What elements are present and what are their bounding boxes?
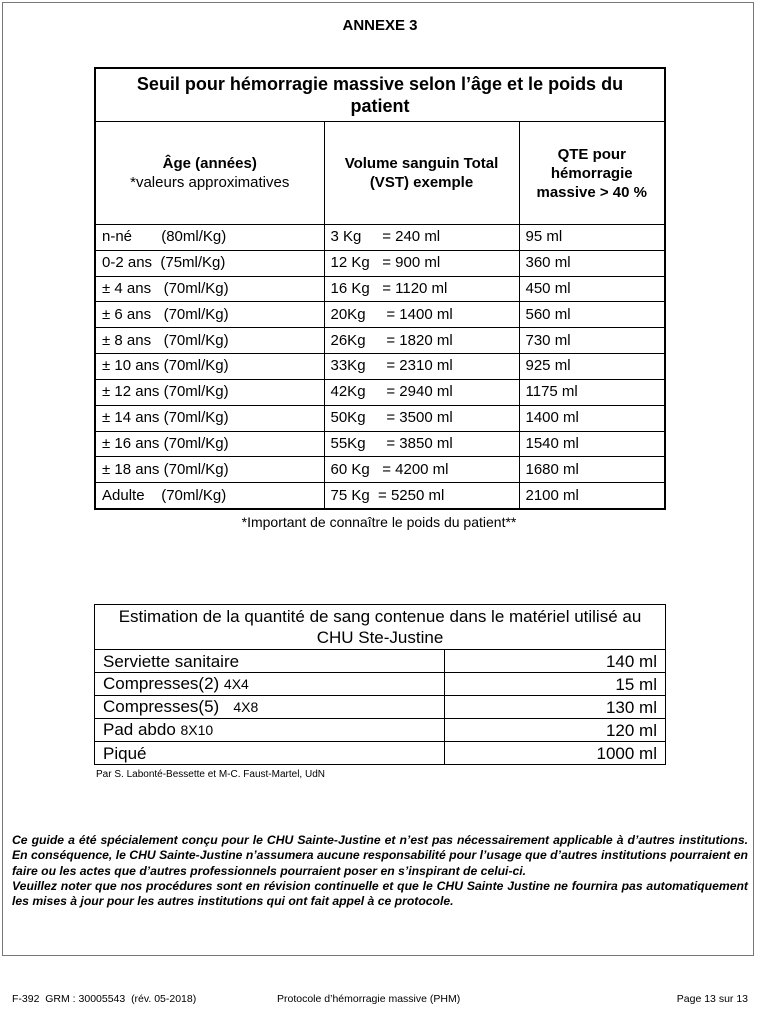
footer-page-number: Page 13 sur 13 <box>676 993 748 1005</box>
table2-caption: Estimation de la quantité de sang contenue dans le matériel utilisé au CHU Ste-Justine <box>95 605 666 650</box>
header-age <box>95 122 324 225</box>
age-cell: ± 16 ans (70ml/Kg) <box>95 431 324 457</box>
volume-cell: 55Kg = 3850 ml <box>324 431 519 457</box>
volume-cell: 20Kg = 1400 ml <box>324 302 519 328</box>
age-cell: ± 6 ans (70ml/Kg) <box>95 302 324 328</box>
qte-cell: 925 ml <box>519 354 665 380</box>
table-row <box>95 302 665 328</box>
age-cell: ± 14 ans (70ml/Kg) <box>95 405 324 431</box>
age-cell: Adulte (70ml/Kg) <box>95 483 324 509</box>
volume-cell: 33Kg = 2310 ml <box>324 354 519 380</box>
table-row <box>95 431 665 457</box>
header-qte <box>519 122 665 225</box>
age-cell: n-né (80ml/Kg) <box>95 225 324 251</box>
table-row <box>95 405 665 431</box>
header-age-note: *valeurs approximatives <box>130 174 290 191</box>
table-row <box>95 276 665 302</box>
item-size: 4X8 <box>233 699 259 715</box>
age-cell: ± 8 ans (70ml/Kg) <box>95 328 324 354</box>
qte-cell: 730 ml <box>519 328 665 354</box>
header-qte-label: QTE pour hémorragie massive > 40 % <box>536 145 647 201</box>
qte-cell: 560 ml <box>519 302 665 328</box>
table-row <box>95 483 665 509</box>
value-cell: 120 ml <box>445 719 666 742</box>
footer-title: Protocole d’hémorragie massive (PHM) <box>277 993 461 1005</box>
qte-cell: 1540 ml <box>519 431 665 457</box>
header-volume-label: Volume sanguin Total (VST) exemple <box>344 155 499 191</box>
item-cell <box>95 650 445 673</box>
table-row <box>95 328 665 354</box>
value-cell: 1000 ml <box>445 742 666 765</box>
volume-cell: 26Kg = 1820 ml <box>324 328 519 354</box>
table1-caption: Seuil pour hémorragie massive selon l’âge et le poids du patient <box>95 68 665 122</box>
item-name: Compresses(5) <box>103 697 234 716</box>
disclaimer <box>12 833 748 909</box>
blood-volume-table <box>94 67 666 510</box>
qte-cell: 450 ml <box>519 276 665 302</box>
material-blood-table <box>94 604 666 765</box>
item-size: 8X10 <box>180 722 214 738</box>
volume-cell: 3 Kg = 240 ml <box>324 225 519 251</box>
header-age-label: Âge (années) <box>162 155 257 172</box>
qte-cell: 1400 ml <box>519 405 665 431</box>
item-name: Serviette sanitaire <box>103 651 240 671</box>
table-row <box>95 379 665 405</box>
annex-title: ANNEXE 3 <box>342 17 418 34</box>
qte-cell: 2100 ml <box>519 483 665 509</box>
age-cell: 0-2 ans (75ml/Kg) <box>95 250 324 276</box>
value-cell: 15 ml <box>445 673 666 696</box>
volume-cell: 42Kg = 2940 ml <box>324 379 519 405</box>
qte-cell: 360 ml <box>519 250 665 276</box>
weight-note: *Important de connaître le poids du patient** <box>241 514 517 530</box>
age-cell: ± 10 ans (70ml/Kg) <box>95 354 324 380</box>
value-cell: 140 ml <box>445 650 666 673</box>
volume-cell: 50Kg = 3500 ml <box>324 405 519 431</box>
table-row <box>95 696 666 719</box>
item-name: Piqué <box>103 743 147 763</box>
table-row <box>95 650 666 673</box>
table-row <box>95 742 666 765</box>
table-row <box>95 673 666 696</box>
item-name: Pad abdo <box>103 720 181 739</box>
item-size: 4X4 <box>223 676 249 692</box>
header-volume <box>324 122 519 225</box>
table-row <box>95 719 666 742</box>
item-cell <box>95 742 445 765</box>
qte-cell: 1680 ml <box>519 457 665 483</box>
item-cell <box>95 719 445 742</box>
footer-doc-code: F-392 GRM : 30005543 (rév. 05-2018) <box>12 993 197 1005</box>
disclaimer-paragraph: Ce guide a été spécialement conçu pour le CHU Sainte-Justine et n’est pas nécessairement applicable à d’autres institutions. En conséquence, le CHU Sainte-Justine n’assumera aucune responsabilité pour l’usage que d’autres institutions pourraient en faire ou les actes que d’autres professionnels pourraient poser en s’inspirant de celui-ci. <box>12 833 748 878</box>
volume-cell: 60 Kg = 4200 ml <box>324 457 519 483</box>
table-row <box>95 250 665 276</box>
age-cell: ± 18 ans (70ml/Kg) <box>95 457 324 483</box>
item-cell <box>95 696 445 719</box>
age-cell: ± 12 ans (70ml/Kg) <box>95 379 324 405</box>
volume-cell: 12 Kg = 900 ml <box>324 250 519 276</box>
disclaimer-paragraph: Veuillez noter que nos procédures sont en révision continuelle et que le CHU Sainte Justine ne fournira pas automatiquement les mises à jour pour les autres institutions qui ont fait appel à ce protocole. <box>12 878 748 909</box>
table-row <box>95 354 665 380</box>
value-cell: 130 ml <box>445 696 666 719</box>
volume-cell: 75 Kg = 5250 ml <box>324 483 519 509</box>
table-row <box>95 457 665 483</box>
age-cell: ± 4 ans (70ml/Kg) <box>95 276 324 302</box>
table-row <box>95 225 665 251</box>
qte-cell: 1175 ml <box>519 379 665 405</box>
item-name: Compresses(2) <box>103 674 224 693</box>
volume-cell: 16 Kg = 1120 ml <box>324 276 519 302</box>
credit-line: Par S. Labonté-Bessette et M-C. Faust-Martel, UdN <box>96 769 325 780</box>
item-cell <box>95 673 445 696</box>
qte-cell: 95 ml <box>519 225 665 251</box>
